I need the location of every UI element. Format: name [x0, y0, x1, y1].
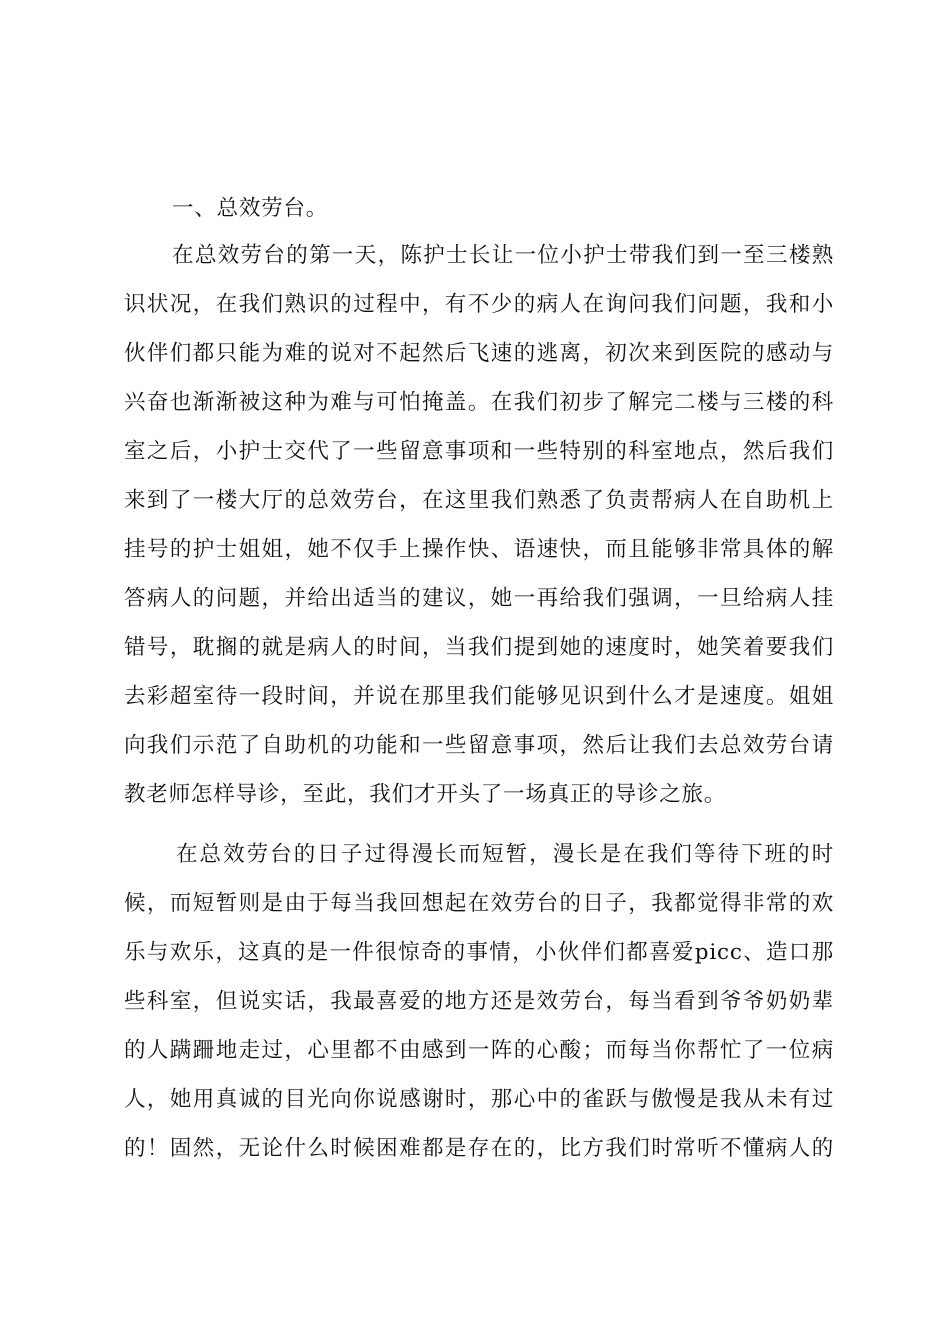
paragraph-1-line: 伙伴们都只能为难的说对不起然后飞速的逃离，初次来到医院的感动与	[124, 341, 834, 366]
paragraph-1-line: 错号，耽搁的就是病人的时间，当我们提到她的速度时，她笑着要我们	[124, 635, 834, 660]
paragraph-1-line: 室之后，小护士交代了一些留意事项和一些特别的科室地点，然后我们	[124, 439, 834, 464]
paragraph-1-line: 来到了一楼大厅的总效劳台，在这里我们熟悉了负责帮病人在自助机上	[124, 488, 834, 513]
paragraph-1-line: 挂号的护士姐姐，她不仅手上操作快、语速快，而且能够非常具体的解	[124, 537, 834, 562]
paragraph-1-line: 去彩超室待一段时间，并说在那里我们能够见识到什么才是速度。姐姐	[124, 684, 834, 709]
paragraph-2-line: 的！固然，无论什么时候困难都是存在的，比方我们时常听不懂病人的	[124, 1136, 834, 1161]
paragraph-2-line: 乐与欢乐，这真的是一件很惊奇的事情，小伙伴们都喜爱picc、造口那	[124, 940, 834, 965]
paragraph-1-line: 答病人的问题，并给出适当的建议，她一再给我们强调，一旦给病人挂	[124, 586, 834, 611]
paragraph-2-line: 人，她用真诚的目光向你说感谢时，那心中的雀跃与傲慢是我从未有过	[124, 1087, 834, 1112]
paragraph-2-line: 些科室，但说实话，我最喜爱的地方还是效劳台，每当看到爷爷奶奶辈	[124, 989, 834, 1014]
paragraph-2-line: 候，而短暂则是由于每当我回想起在效劳台的日子，我都觉得非常的欢	[124, 891, 834, 916]
section-heading: 一、总效劳台。	[172, 196, 329, 221]
paragraph-1-line: 兴奋也渐渐被这种为难与可怕掩盖。在我们初步了解完二楼与三楼的科	[124, 390, 834, 415]
paragraph-2-line: 在总效劳台的日子过得漫长而短暂，漫长是在我们等待下班的时	[176, 842, 834, 867]
paragraph-1-line: 识状况，在我们熟识的过程中，有不少的病人在询问我们问题，我和小	[124, 292, 834, 317]
paragraph-1-line: 在总效劳台的第一天，陈护士长让一位小护士带我们到一至三楼熟	[172, 243, 834, 268]
paragraph-1-line: 教老师怎样导诊，至此，我们才开头了一场真正的导诊之旅。	[124, 782, 727, 807]
paragraph-2-line: 的人蹒跚地走过，心里都不由感到一阵的心酸；而每当你帮忙了一位病	[124, 1038, 834, 1063]
paragraph-1-line: 向我们示范了自助机的功能和一些留意事项，然后让我们去总效劳台请	[124, 733, 834, 758]
